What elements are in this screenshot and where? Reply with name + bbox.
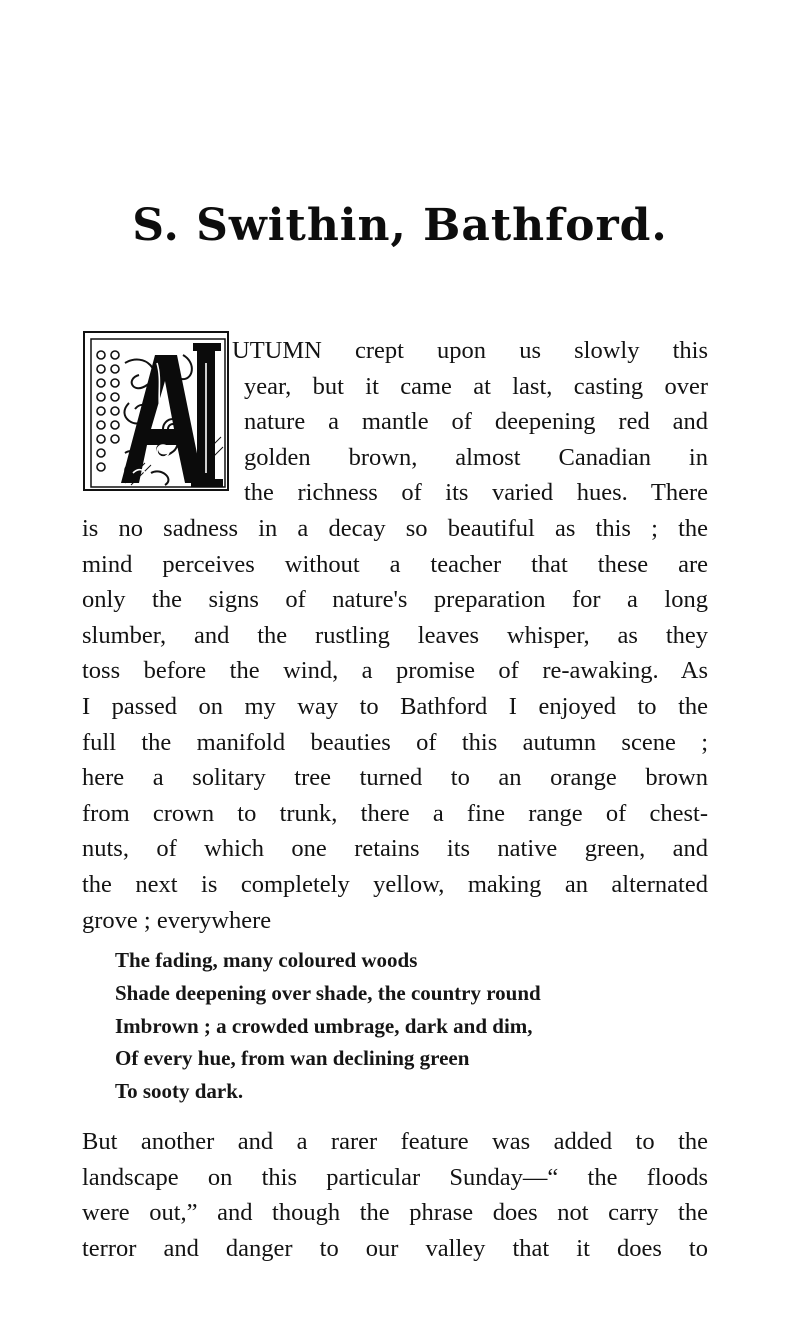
text-line: I passed on my way to Bathford I enjoyed to the bbox=[82, 692, 708, 720]
text-line: the richness of its varied hues. There bbox=[244, 479, 708, 507]
paragraph-2 bbox=[82, 1124, 708, 1266]
verse-line: The fading, many coloured woods bbox=[115, 948, 418, 972]
verse-line: Shade deepening over shade, the country round bbox=[115, 980, 541, 1005]
verse-line: Imbrown ; a crowded umbrage, dark and dim, bbox=[115, 1013, 533, 1038]
text-line: were out,” and though the phrase does not carry the bbox=[82, 1199, 708, 1227]
text-line: grove ; everywhere bbox=[82, 906, 272, 934]
text-line: golden brown, almost Canadian in bbox=[244, 443, 708, 471]
text-line: full the manifold beauties of this autumn scene ; bbox=[82, 728, 708, 756]
text-line: toss before the wind, a promise of re-awaking. As bbox=[82, 657, 708, 685]
verse-quotation bbox=[115, 944, 715, 1108]
text-line: year, but it came at last, casting over bbox=[244, 372, 708, 400]
text-line: nuts, of which one retains its native green, and bbox=[82, 835, 708, 863]
text-line: But another and a rarer feature was added to the bbox=[82, 1128, 708, 1155]
text-line: from crown to trunk, there a fine range of chest- bbox=[82, 799, 708, 827]
text-line: the next is completely yellow, making an alternated bbox=[82, 870, 708, 898]
text-line: nature a mantle of deepening red and bbox=[244, 408, 708, 436]
chapter-title: S. Swithin, Bathford. bbox=[132, 200, 668, 251]
text-line: landscape on this particular Sunday—“ the floods bbox=[82, 1163, 708, 1191]
text-line: only the signs of nature's preparation for a long bbox=[82, 586, 708, 614]
text-line: mind perceives without a teacher that these are bbox=[82, 550, 708, 578]
text-line: is no sadness in a decay so beautiful as this ; the bbox=[82, 514, 708, 542]
verse-line: Of every hue, from wan declining green bbox=[115, 1046, 470, 1071]
text-line: terror and danger to our valley that it does to bbox=[82, 1234, 708, 1262]
text-line: UTUMN crept upon us slowly this bbox=[232, 337, 708, 364]
text-line: here a solitary tree turned to an orange brown bbox=[82, 764, 708, 792]
paragraph-1 bbox=[82, 333, 708, 938]
verse-line: To sooty dark. bbox=[115, 1079, 244, 1104]
text-line: slumber, and the rustling leaves whisper, as they bbox=[82, 621, 708, 649]
